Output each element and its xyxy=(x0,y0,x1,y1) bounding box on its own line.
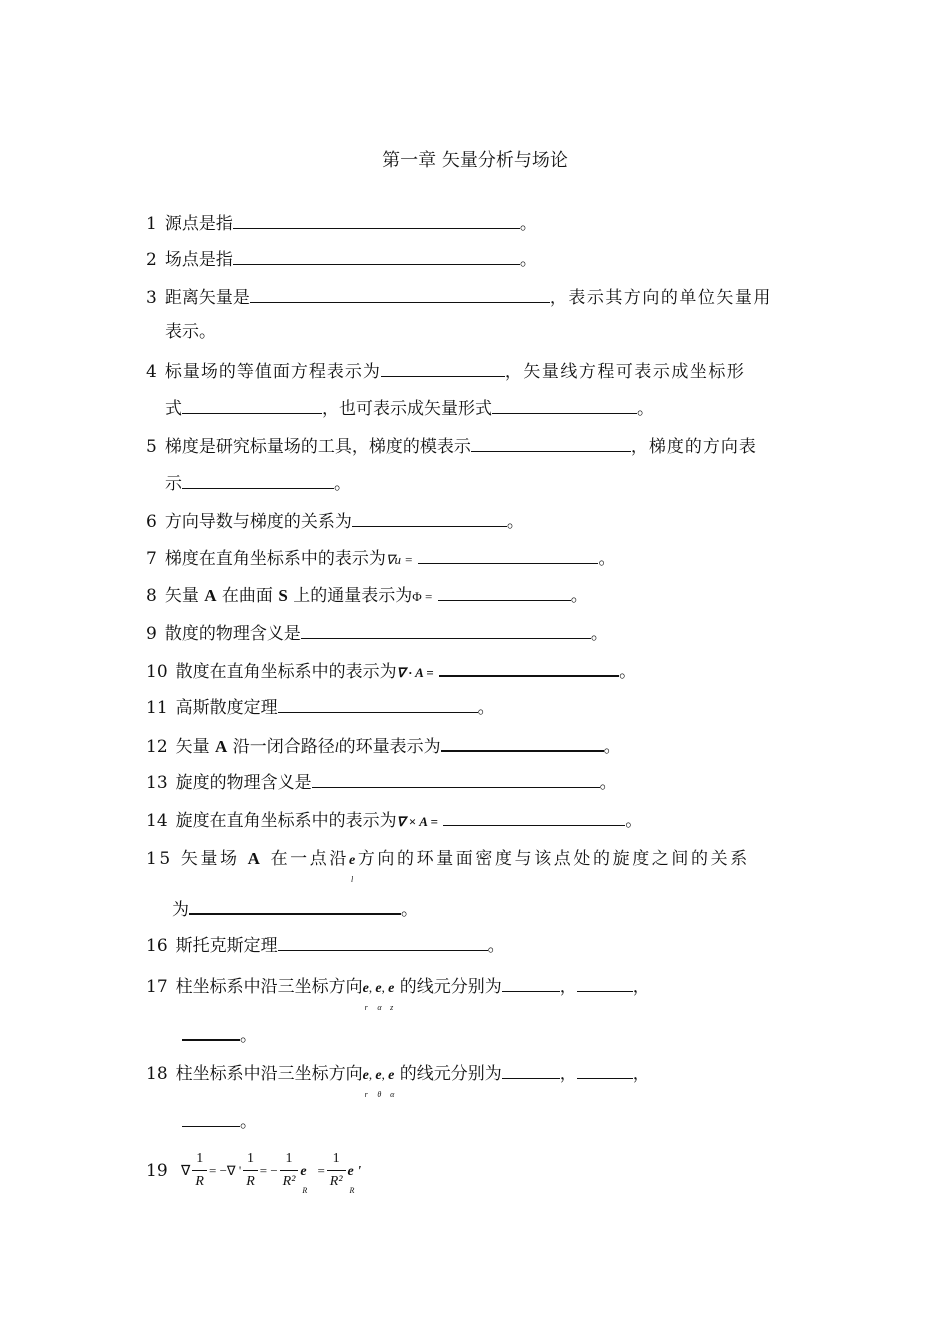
answer-blank[interactable] xyxy=(502,1061,560,1079)
punct: 。 xyxy=(487,936,505,956)
chapter-title: 第一章 矢量分析与场论 xyxy=(382,150,568,171)
question-17: 17 柱坐标系中沿三坐标方向e r , e α , e z 的线元分别为 ， ， xyxy=(146,974,650,1000)
answer-blank[interactable] xyxy=(233,247,520,265)
question-text: ，表示其方向的单位矢量用 xyxy=(549,288,772,308)
question-text: ，矢量线方程可表示成坐标形 xyxy=(504,362,746,382)
fraction-1-over-R-squared: $\frac{1}{\text{R²}}$ xyxy=(327,1148,346,1193)
question-4-cont xyxy=(165,396,654,420)
answer-blank[interactable] xyxy=(278,695,478,713)
question-number: 4 xyxy=(146,362,157,382)
question-number: 3 xyxy=(146,288,157,308)
punct: 。 xyxy=(603,737,621,757)
answer-blank[interactable] xyxy=(189,896,401,915)
question-text: ，梯度的方向表 xyxy=(630,437,757,457)
question-number: 11 xyxy=(146,698,168,718)
question-text: 在一点沿 xyxy=(270,849,349,869)
question-8 xyxy=(146,583,588,608)
question-9 xyxy=(146,621,608,645)
question-text: 散度的物理含义是 xyxy=(164,624,301,644)
answer-blank[interactable] xyxy=(443,808,625,826)
question-text: 的线元分别为 xyxy=(399,1064,502,1084)
punct: 。 xyxy=(570,586,588,606)
question-text: 斯托克斯定理 xyxy=(175,936,278,956)
answer-blank[interactable] xyxy=(352,509,507,527)
answer-blank[interactable] xyxy=(182,1022,240,1041)
punct: ， xyxy=(632,977,650,997)
question-text: 沿一闭合路径 xyxy=(232,737,335,757)
question-18-cont xyxy=(182,1109,257,1133)
answer-blank[interactable] xyxy=(418,546,598,564)
punct: 。 xyxy=(506,512,524,532)
question-number: 19 xyxy=(146,1160,168,1181)
answer-blank[interactable] xyxy=(250,285,550,303)
question-number: 13 xyxy=(146,773,168,793)
answer-blank[interactable] xyxy=(182,396,322,414)
question-text: 方向的环量面密度与该点处的旋度之间的关系 xyxy=(357,849,750,869)
answer-blank[interactable] xyxy=(312,770,600,788)
question-text: 为 xyxy=(172,900,189,920)
question-11 xyxy=(146,695,495,719)
answer-blank[interactable] xyxy=(577,974,633,992)
nabla-symbol: ∇ xyxy=(181,1164,191,1179)
question-text: 上的通量表示为 xyxy=(293,586,413,606)
question-5-cont xyxy=(165,471,351,495)
answer-blank[interactable] xyxy=(381,359,505,377)
equation-part: = xyxy=(317,1163,325,1178)
punct: 。 xyxy=(519,214,537,234)
unit-vector-er: e r xyxy=(362,981,369,1012)
question-text: 旋度的物理含义是 xyxy=(175,773,312,793)
unit-vector-etheta: e θ xyxy=(375,1068,382,1099)
unit-vector-er: e r xyxy=(362,1068,369,1099)
question-text: ，也可表示成矢量形式 xyxy=(322,399,492,419)
question-text: 的环量表示为 xyxy=(338,737,441,757)
vector-symbol: A xyxy=(215,737,228,756)
equation-part: = −∇ ' xyxy=(208,1163,242,1178)
divergence-expression: ∇ · A = xyxy=(396,665,434,680)
path-symbol: l xyxy=(334,741,339,756)
question-15 xyxy=(146,848,750,884)
unit-vector-el: e l xyxy=(348,853,358,884)
punct: 。 xyxy=(637,399,654,419)
question-text: 标量场的等值面方程表示为 xyxy=(164,362,381,382)
question-number: 12 xyxy=(146,737,168,757)
question-text: 柱坐标系中沿三坐标方向 xyxy=(175,1064,363,1084)
question-17-cont xyxy=(182,1022,257,1047)
question-text: 的线元分别为 xyxy=(399,977,502,997)
vector-symbol: A xyxy=(204,586,217,605)
question-number: 1 xyxy=(146,214,157,234)
question-number: 17 xyxy=(146,977,168,997)
fraction-1-over-R: $\frac{1}{R}$ xyxy=(243,1148,258,1193)
question-3 xyxy=(146,285,772,309)
question-number: 5 xyxy=(146,437,157,457)
gradient-expression: ∇u = xyxy=(385,552,414,567)
question-5 xyxy=(146,434,757,458)
punct: 。 xyxy=(240,1112,257,1132)
question-number: 14 xyxy=(146,811,168,831)
question-19 xyxy=(146,1148,361,1193)
question-text: 表示。 xyxy=(165,322,216,342)
question-text: 高斯散度定理 xyxy=(175,698,278,718)
punct: 。 xyxy=(598,549,616,569)
question-4 xyxy=(146,359,745,383)
question-number: 9 xyxy=(146,624,157,644)
question-text: 梯度在直角坐标系中的表示为 xyxy=(164,549,386,569)
unit-vector-eR-prime: e ' R xyxy=(347,1164,362,1195)
answer-blank[interactable] xyxy=(278,933,488,951)
answer-blank[interactable] xyxy=(301,621,591,639)
curl-expression: ∇ × A = xyxy=(396,814,438,829)
question-number: 8 xyxy=(146,586,157,606)
question-number: 18 xyxy=(146,1064,168,1084)
question-18: 18 柱坐标系中沿三坐标方向e r , e θ , e α 的线元分别为 ， ， xyxy=(146,1061,650,1087)
punct: 。 xyxy=(240,1026,257,1046)
question-text: 场点是指 xyxy=(164,250,233,270)
question-text: 示 xyxy=(165,474,182,494)
punct: 。 xyxy=(590,624,608,644)
question-text: 柱坐标系中沿三坐标方向 xyxy=(175,977,363,997)
question-15-cont xyxy=(172,896,418,921)
question-number: 10 xyxy=(146,662,168,682)
answer-blank[interactable] xyxy=(502,974,560,992)
unit-vector-ealpha: e α xyxy=(388,1068,395,1099)
question-text: 源点是指 xyxy=(164,214,233,234)
punct: 。 xyxy=(401,900,418,920)
unit-vector-eR: e R xyxy=(300,1164,308,1195)
punct: ， xyxy=(632,1064,650,1084)
fraction-1-over-R: $\frac{1}{R}$ xyxy=(192,1148,207,1193)
unit-vector-ealpha: e α xyxy=(375,981,382,1012)
answer-blank[interactable] xyxy=(577,1061,633,1079)
question-12 xyxy=(146,733,621,760)
question-text: 散度在直角坐标系中的表示为 xyxy=(175,662,397,682)
punct: ， xyxy=(559,977,577,997)
punct: 。 xyxy=(519,250,537,270)
question-text: 矢量场 xyxy=(180,849,240,869)
equation-part: = − xyxy=(259,1163,278,1178)
answer-blank[interactable] xyxy=(233,211,520,229)
question-14 xyxy=(146,808,642,833)
question-number: 6 xyxy=(146,512,157,532)
surface-symbol: S xyxy=(278,586,288,605)
question-text: 式 xyxy=(165,399,182,419)
question-text: 在曲面 xyxy=(221,586,273,606)
question-number: 7 xyxy=(146,549,157,569)
question-text: 方向导数与梯度的关系为 xyxy=(164,512,352,532)
question-number: 15 xyxy=(146,849,173,869)
answer-blank[interactable] xyxy=(471,434,631,452)
question-7 xyxy=(146,546,615,571)
answer-blank[interactable] xyxy=(182,1109,240,1127)
vector-symbol: A xyxy=(247,849,263,868)
punct: 。 xyxy=(599,773,617,793)
unit-vector-ez: e z xyxy=(388,981,395,1012)
question-text: 梯度是研究标量场的工具，梯度的模表示 xyxy=(164,437,471,457)
question-1 xyxy=(146,211,537,235)
flux-expression: Φ = xyxy=(412,589,433,604)
answer-blank[interactable] xyxy=(441,733,604,752)
question-3-cont xyxy=(165,321,216,343)
fraction-1-over-R-squared: $\frac{1}{\text{R²}}$ xyxy=(280,1148,299,1193)
question-number: 2 xyxy=(146,250,157,270)
question-text: 矢量 xyxy=(175,737,210,757)
question-text: 距离矢量是 xyxy=(164,288,250,308)
question-13 xyxy=(146,770,617,794)
question-2 xyxy=(146,247,537,271)
punct: 。 xyxy=(619,662,637,682)
question-10 xyxy=(146,658,636,684)
punct: 。 xyxy=(477,698,495,718)
answer-blank[interactable] xyxy=(182,471,334,489)
question-number: 16 xyxy=(146,936,168,956)
punct: ， xyxy=(559,1064,577,1084)
question-text: 旋度在直角坐标系中的表示为 xyxy=(175,811,397,831)
answer-blank[interactable] xyxy=(438,583,571,601)
answer-blank[interactable] xyxy=(492,396,637,414)
punct: 。 xyxy=(625,811,643,831)
question-16 xyxy=(146,933,505,957)
question-text: 矢量 xyxy=(164,586,199,606)
punct: 。 xyxy=(334,474,351,494)
question-6 xyxy=(146,509,524,533)
answer-blank[interactable] xyxy=(439,658,619,677)
